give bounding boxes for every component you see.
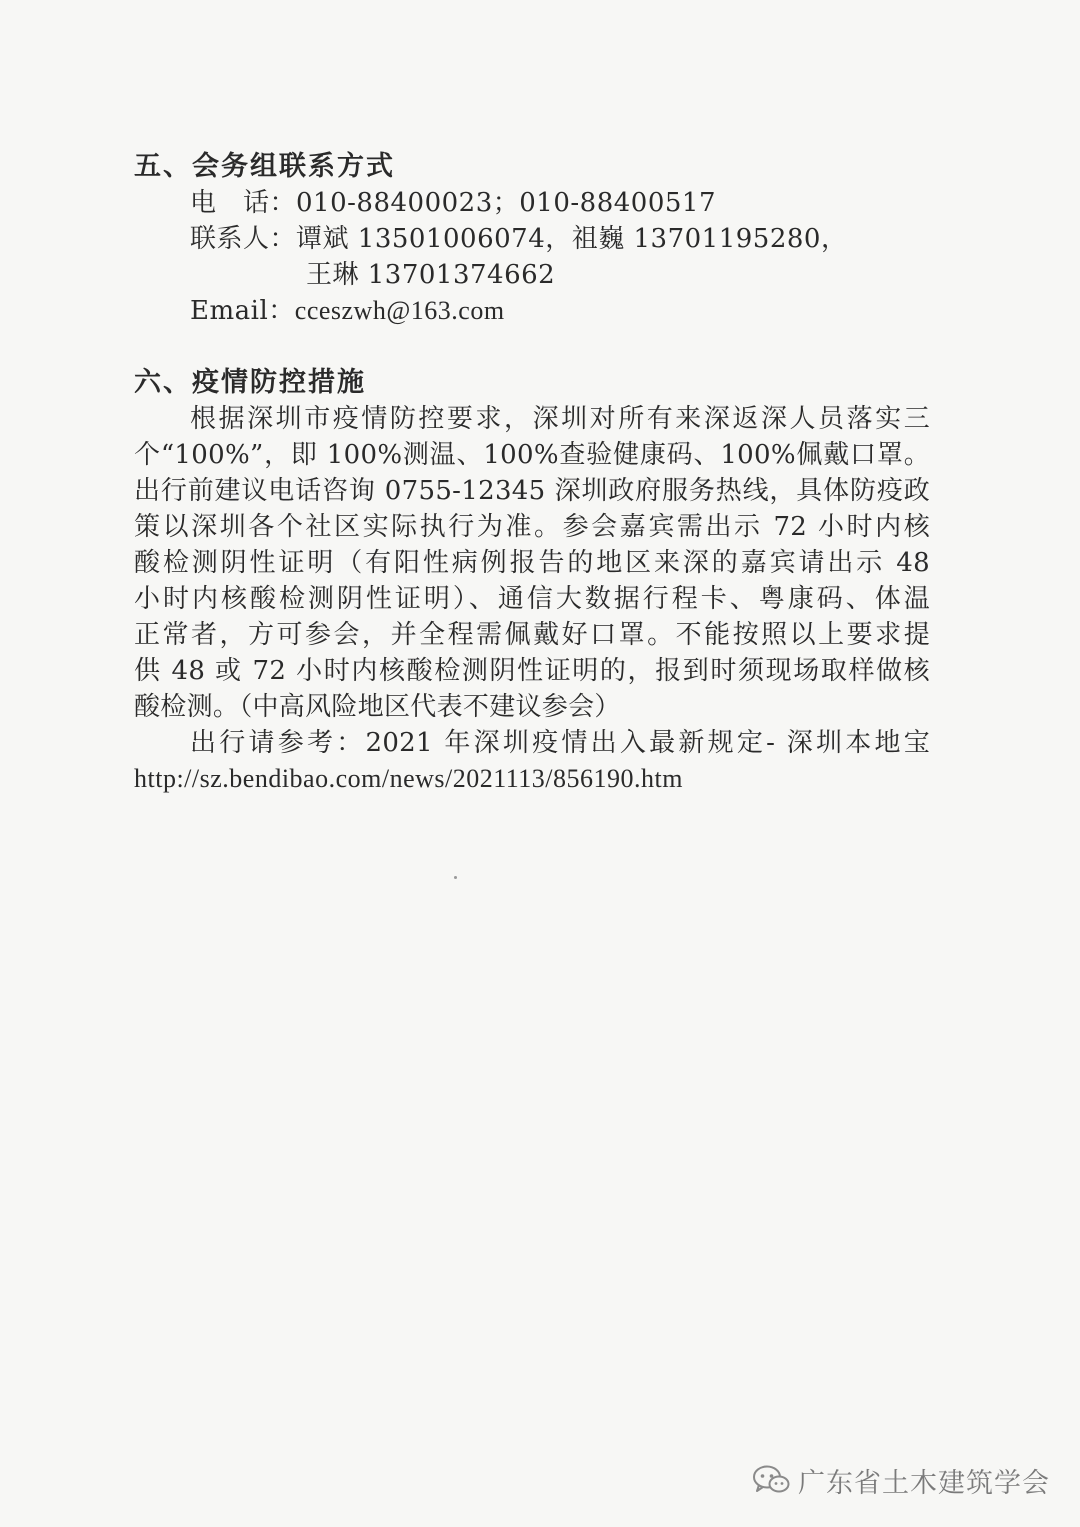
paragraph-line: 个“100%”，即 100%测温、100%查验健康码、100%佩戴口罩。 bbox=[134, 440, 930, 470]
paragraph-line: 供 48 或 72 小时内核酸检测阴性证明的，报到时须现场取样做核 bbox=[134, 656, 930, 686]
scan-speck bbox=[454, 876, 457, 879]
phone-value: 010-88400023；010-88400517 bbox=[296, 188, 717, 218]
section5-heading: 五、会务组联系方式 bbox=[134, 151, 395, 182]
reference-line: 出行请参考：2021 年深圳疫情出入最新规定- 深圳本地宝 bbox=[190, 728, 930, 758]
contact-line1: 谭斌 13501006074，祖巍 13701195280， bbox=[296, 224, 848, 254]
contact-label: 联系人： bbox=[190, 224, 297, 254]
paragraph-line: 策以深圳各个社区实际执行为准。参会嘉宾需出示 72 小时内核 bbox=[134, 512, 930, 542]
paragraph-line: 根据深圳市疫情防控要求，深圳对所有来深返深人员落实三 bbox=[190, 404, 930, 434]
paragraph-line: 酸检测。（中高风险地区代表不建议参会） bbox=[134, 692, 621, 722]
paragraph-line: 酸检测阴性证明（有阳性病例报告的地区来深的嘉宾请出示 48 bbox=[134, 548, 930, 578]
contact-line2: 王琳 13701374662 bbox=[306, 260, 556, 290]
phone-label: 电 话： bbox=[190, 188, 297, 218]
paragraph-line: 小时内核酸检测阴性证明）、通信大数据行程卡、粤康码、体温 bbox=[134, 584, 930, 614]
phone-row bbox=[190, 186, 716, 220]
paragraph-line: 出行前建议电话咨询 0755-12345 深圳政府服务热线，具体防疫政 bbox=[134, 476, 930, 506]
wechat-icon bbox=[752, 1464, 790, 1496]
paragraph-line: 正常者，方可参会，并全程需佩戴好口罩。不能按照以上要求提 bbox=[134, 620, 930, 650]
section6-heading: 六、疫情防控措施 bbox=[134, 367, 366, 398]
email-label: Email： bbox=[190, 296, 295, 326]
watermark bbox=[752, 1460, 1050, 1500]
reference-url[interactable]: http://sz.bendibao.com/news/2021113/856190.htm bbox=[134, 764, 683, 793]
watermark-text: 广东省土木建筑学会 bbox=[798, 1467, 1050, 1499]
email-value: cceszwh@163.com bbox=[294, 296, 505, 325]
contact-row bbox=[190, 222, 847, 256]
email-row bbox=[190, 294, 505, 328]
